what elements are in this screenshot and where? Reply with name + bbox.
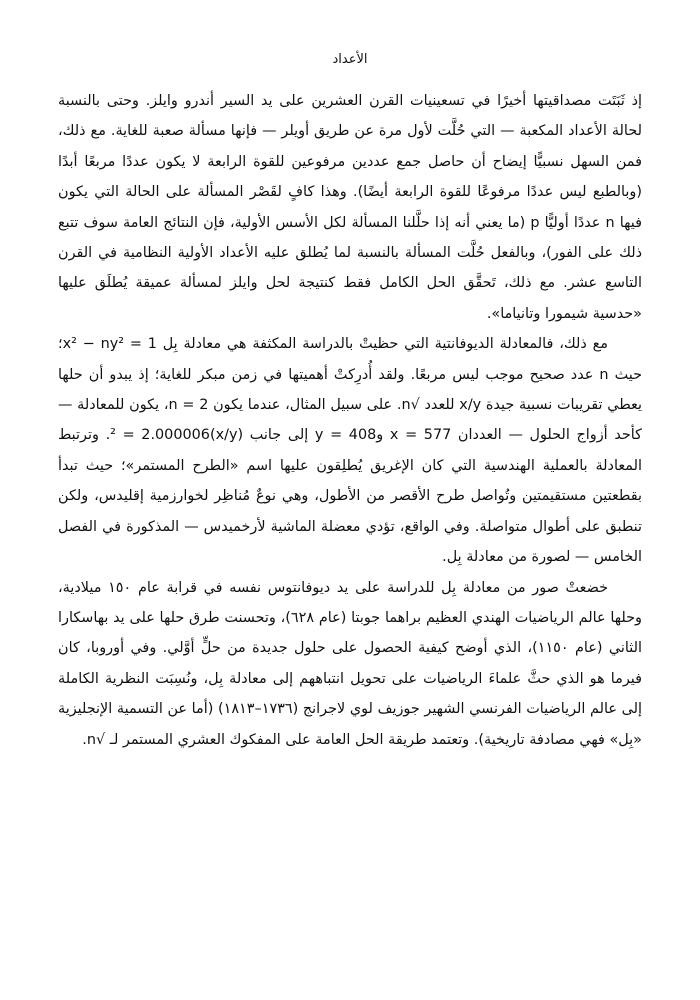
paragraph-2: مع ذلك، فالمعادلة الديوفانتية التي حظيتْ بالدراسة المكثفة هي معادلة بِل x² − ny² = 1؛ حيث n عدد صحيح موجب ليس مربعًا. ولقد أُدرِكتْ أهميتها في زمن مبكر للغاية؛ إذ يبدو أن حلها يعطي تقريبات نسبية جيدة x/y للعدد √n. على سبيل المثال، عندما يكون n = 2، يكون للمعادلة — كأحد أزواج الحلول — العددان x = 577 وy = 408 إلى جانب (x/y)² = 2.000006. وترتبط المعادلة بالعملية الهندسية التي كان الإغريق يُطلِقون عليها اسم «الطرح المستمر»؛ حيث تبدأ بقطعتين مستقيمتين وتُواصل طرح الأقصر من الأطول، وهي نوعٌ مُناظِر لخوارزمية إقليدس، ولكن تنطبق على أطوال متواصلة. وفي الواقع، تؤدي معضلة الماشية لأرخميدس — المذكورة في الفصل الخامس — لصورة من معادلة بِل. bbox=[58, 336, 643, 566]
body-text bbox=[58, 86, 642, 755]
running-head: الأعداد bbox=[332, 52, 368, 67]
paragraph-1: إذ ثَبَتَت مصداقيتها أخيرًا في تسعينيات القرن العشرين على يد السير أندرو وايلز. وحتى بالنسبة لحالة الأعداد المكعبة — التي حُلَّت لأول مرة عن طريق أويلر — فإنها مسألة صعبة للغاية. مع ذلك، فمن السهل نسبيًّا إيضاح أن حاصل جمع عددين مرفوعين للقوة الرابعة لا يكون عددًا مربعًا أبدًا (وبالطبع ليس عددًا مرفوعًا للقوة الرابعة أيضًا). وهذا كافٍ لقَصْر المسألة على الحالة التي يكون فيها n عددًا أوليًّا p (ما يعني أنه إذا حلَّلنا المسألة لكل الأسس الأولية، فإن النتائج العامة سوف تتبع ذلك على الفور)، وبالفعل حُلَّت المسألة بالنسبة لما يُطلق عليه الأعداد الأولية النظامية في القرن التاسع عشر. مع ذلك، تَحقَّق الحل الكامل فقط كنتيجة لحل وايلز لمسألة عميقة يُطلَق عليها «حدسية شيمورا وتانياما». bbox=[58, 93, 642, 322]
paragraph-3: خضعتْ صور من معادلة بِل للدراسة على يد ديوفانتوس نفسه في قرابة عام ١٥٠ ميلادية، وحلها عالم الرياضيات الهندي العظيم براهما جوبتا (عام ٦٢٨)، وتحسنت طرق حلها على يد بهاسكارا الثاني (عام ١١٥٠)، الذي أوضح كيفية الحصول على حلول جديدة من حلٍّ أوَّلي. وفي أوروبا، كان فيرما هو الذي حثَّ علماءَ الرياضيات على تحويل انتباههم إلى معادلة بِل، ونُسِبَت النظرية الكاملة إلى عالم الرياضيات الفرنسي الشهير جوزيف لوي لاجرانج (١٧٣٦–١٨١٣) (أما عن التسمية الإنجليزية «بِل» فهي مصادفة تاريخية). وتعتمد طريقة الحل العامة على المفكوك العشري المستمر لـ √n. bbox=[58, 579, 643, 748]
